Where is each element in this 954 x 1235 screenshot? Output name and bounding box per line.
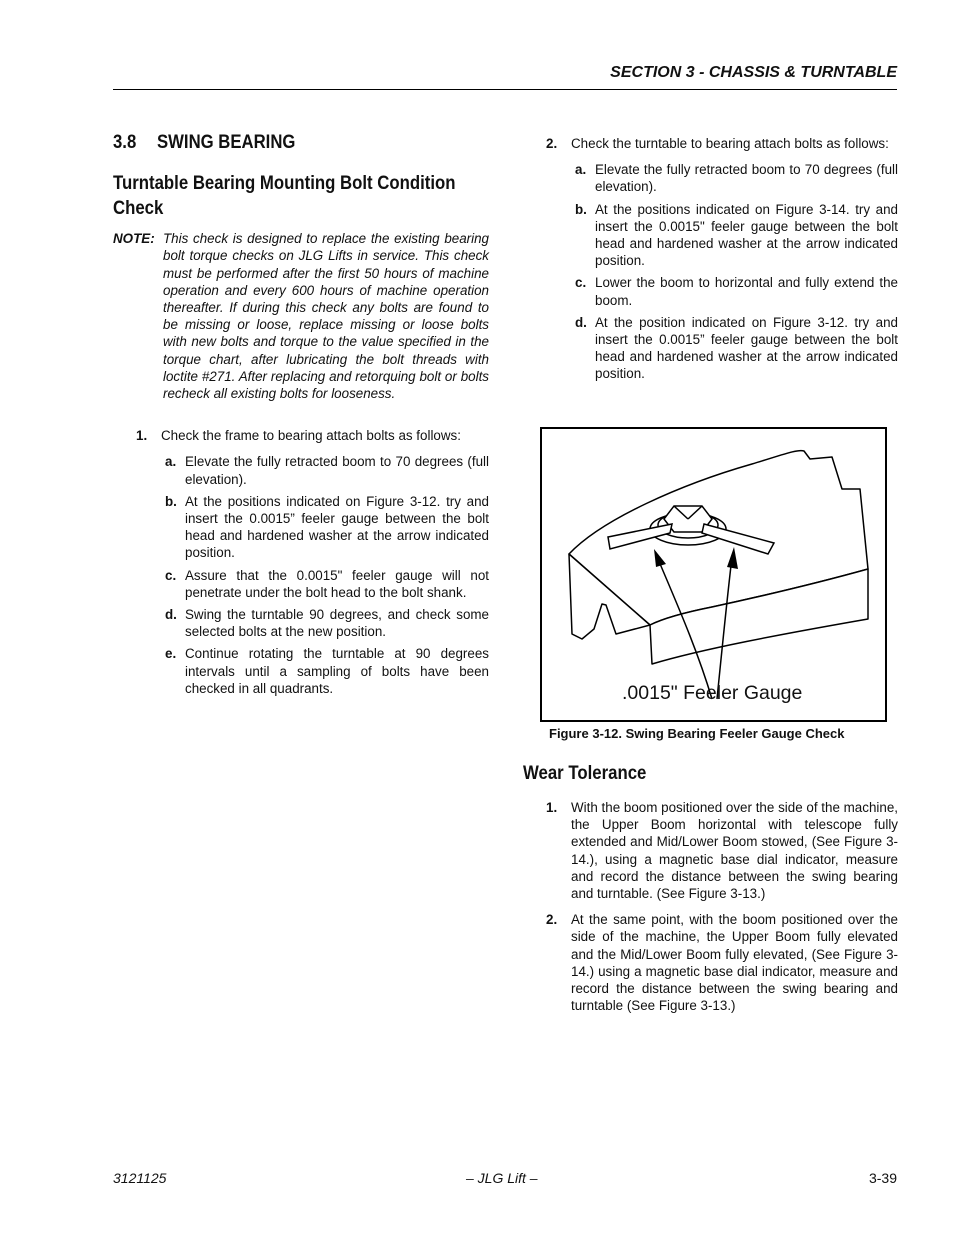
substep-letter: b. [165,493,177,509]
substep-c [165,567,489,601]
note-block [113,230,489,402]
figure-feeler-gauge [540,427,887,722]
figure-label: .0015" Feeler Gauge [622,682,803,704]
substep-text: Swing the turntable 90 degrees, and check some selected bolts at the new position. [185,607,489,640]
substep-a [165,453,489,487]
substep-b [575,201,898,270]
wear-step-2 [546,911,898,1014]
substep-letter: d. [575,314,587,330]
step-text: At the same point, with the boom positioned over the side of the machine, the Upper Boom fully elevated and the Mid/Lower Boom fully elevated, (See Figure 3-14.) using a magnetic base dial indicator, measure and record the distance between the swing bearing and turntable (See Figure 3-13.) [571,912,898,1014]
section-number: 3.8 [113,132,137,153]
step-number: 2. [546,136,558,151]
substep-text: At the position indicated on Figure 3-12. try and insert the 0.0015” feeler gauge between the bolt head and hardened washer at the arrow indicated position. [595,314,898,382]
substep-text: At the positions indicated on Figure 3-12. try and insert the 0.0015” feeler gauge between the bolt head and hardened washer at the arrow indicated position. [185,493,489,561]
bearing-bolt-illustration [542,429,885,720]
wear-tolerance-steps [546,799,898,1014]
step-text: Check the frame to bearing attach bolts as follows: [161,428,461,444]
step-number: 1. [136,428,148,444]
substep-d [165,606,489,640]
left-column [113,130,489,697]
section-title: SWING BEARING [157,132,296,153]
note-text: This check is designed to replace the existing bearing bolt torque checks on JLG Lifts in service. This check must be performed after the first 50 hours of machine operation and every 600 hours of machine operation thereafter. If during this check any bolts are found to be missing or loose, replace missing or loose bolts with new bolts and torque to the value specified in the torque chart, after lubricating the bolt threads with loctite #271. After replacing and retorquing bolt or bolts recheck all existing bolts for looseness. [163,231,489,402]
substep-letter: a. [165,454,177,470]
step-text: With the boom positioned over the side of the machine, the Upper Boom horizontal with telescope fully extended and Mid/Lower Boom stowed, (See Figure 3-14.), using a magnetic base dial indicator, measure and record the distance between the swing bearing and turntable. (See Figure 3-13.) [571,800,898,902]
header-rule [113,89,897,90]
footer-center: – JLG Lift – [466,1170,538,1186]
substep-letter: c. [575,275,587,291]
subheading: Turntable Bearing Mounting Bolt Condition Check [113,172,456,220]
page-header-title: SECTION 3 - CHASSIS & TURNTABLE [610,64,897,81]
substep-letter: a. [575,162,587,178]
substep-e [165,645,489,697]
substep-b [165,493,489,562]
step-text: Check the turntable to bearing attach bolts as follows: [571,136,889,151]
step-number: 1. [546,800,558,815]
step-1 [136,427,489,444]
substep-text: At the positions indicated on Figure 3-14. try and insert the 0.0015" feeler gauge between the bolt head and hardened washer at the arrow indicated position. [595,201,898,269]
figure-caption: Figure 3-12. Swing Bearing Feeler Gauge Check [549,726,845,741]
substep-text: Assure that the 0.0015" feeler gauge will not penetrate under the bolt head to the bolt shank. [185,567,489,600]
step-2 [546,135,898,152]
note-label: NOTE: [113,231,155,247]
substep-letter: c. [165,567,177,583]
substep-text: Continue rotating the turntable at 90 degrees intervals until a sampling of bolts have been checked in all quadrants. [185,646,489,696]
step-number: 2. [546,912,558,928]
wear-tolerance-heading: Wear Tolerance [523,762,647,784]
substep-a [575,161,898,195]
substep-c [575,274,898,308]
substep-letter: d. [165,607,177,623]
section-heading [113,134,444,151]
substep-text: Elevate the fully retracted boom to 70 degrees (full elevation). [595,162,898,195]
substep-text: Elevate the fully retracted boom to 70 degrees (full elevation). [185,454,489,487]
substep-letter: e. [165,646,177,662]
footer-doc-number: 3121125 [113,1170,167,1186]
footer-page-number: 3-39 [868,1170,897,1186]
substep-text: Lower the boom to horizontal and fully extend the boom. [595,275,898,308]
substep-letter: b. [575,201,587,217]
wear-step-1 [546,799,898,902]
right-column [546,135,898,383]
substep-d [575,314,898,383]
